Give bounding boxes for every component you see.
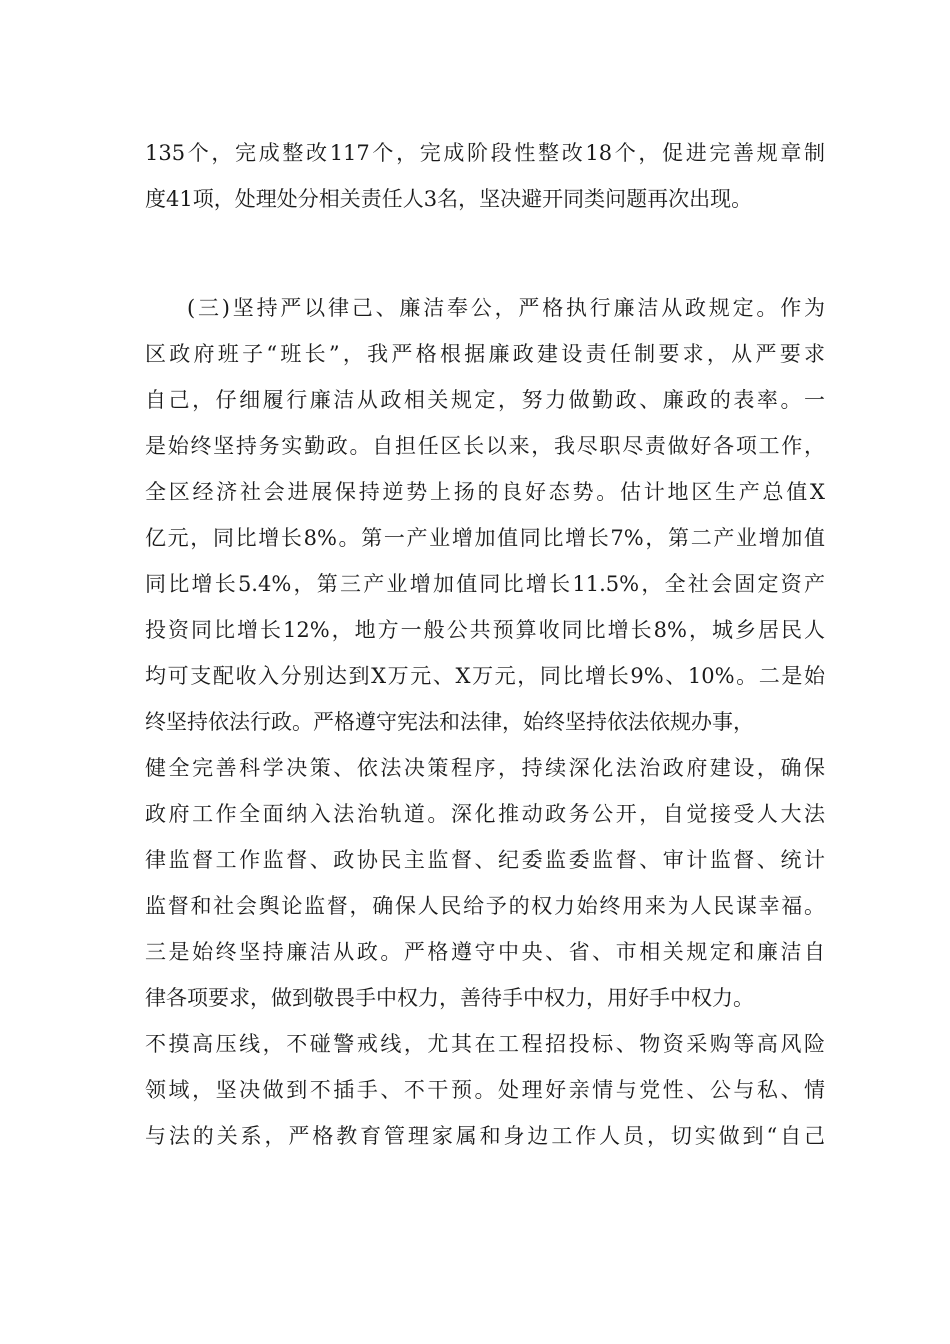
text-line: 不摸高压线，不碰警戒线，尤其在工程招投标、物资采购等高风险 — [145, 1032, 825, 1056]
text-line: 是始终坚持务实勤政。自担任区长以来，我尽职尽责做好各项工作， — [145, 434, 825, 458]
text-line: 律各项要求，做到敬畏手中权力，善待手中权力，用好手中权力。 — [145, 986, 754, 1010]
text-line: 均可支配收入分别达到X万元、X万元，同比增长9%、10%。二是始 — [145, 664, 825, 688]
text-line: 同比增长5.4%，第三产业增加值同比增长11.5%，全社会固定资产 — [145, 572, 825, 596]
text-line: 度41项，处理处分相关责任人3名，坚决避开同类问题再次出现。 — [145, 187, 753, 211]
text-line: 135个，完成整改117个，完成阶段性整改18个，促进完善规章制 — [145, 141, 825, 165]
text-line: 全区经济社会进展保持逆势上扬的良好态势。估计地区生产总值X — [145, 480, 825, 504]
text-line: 自己，仔细履行廉洁从政相关规定，努力做勤政、廉政的表率。一 — [145, 388, 825, 412]
text-line: 监督和社会舆论监督，确保人民给予的权力始终用来为人民谋幸福。 — [145, 894, 825, 918]
text-line: 政府工作全面纳入法治轨道。深化推动政务公开，自觉接受人大法 — [145, 802, 825, 826]
section-heading-line: (三)坚持严以律己、廉洁奉公，严格执行廉洁从政规定。作为 — [187, 296, 825, 320]
text-line: 终坚持依法行政。严格遵守宪法和法律，始终坚持依法依规办事， — [145, 710, 754, 734]
text-line: 区政府班子“班长”，我严格根据廉政建设责任制要求，从严要求 — [145, 342, 825, 366]
text-line: 三是始终坚持廉洁从政。严格遵守中央、省、市相关规定和廉洁自 — [145, 940, 825, 964]
paragraph-section-three — [145, 285, 825, 1159]
text-line: 领域，坚决做到不插手、不干预。处理好亲情与党性、公与私、情 — [145, 1078, 825, 1102]
text-line: 健全完善科学决策、依法决策程序，持续深化法治政府建设，确保 — [145, 756, 825, 780]
text-line: 亿元，同比增长8%。第一产业增加值同比增长7%，第二产业增加值 — [145, 526, 825, 550]
text-line: 与法的关系，严格教育管理家属和身边工作人员，切实做到“自己 — [145, 1124, 825, 1148]
paragraph-continuation — [145, 130, 825, 222]
text-line: 投资同比增长12%，地方一般公共预算收同比增长8%，城乡居民人 — [145, 618, 825, 642]
text-line: 律监督工作监督、政协民主监督、纪委监委监督、审计监督、统计 — [145, 848, 825, 872]
